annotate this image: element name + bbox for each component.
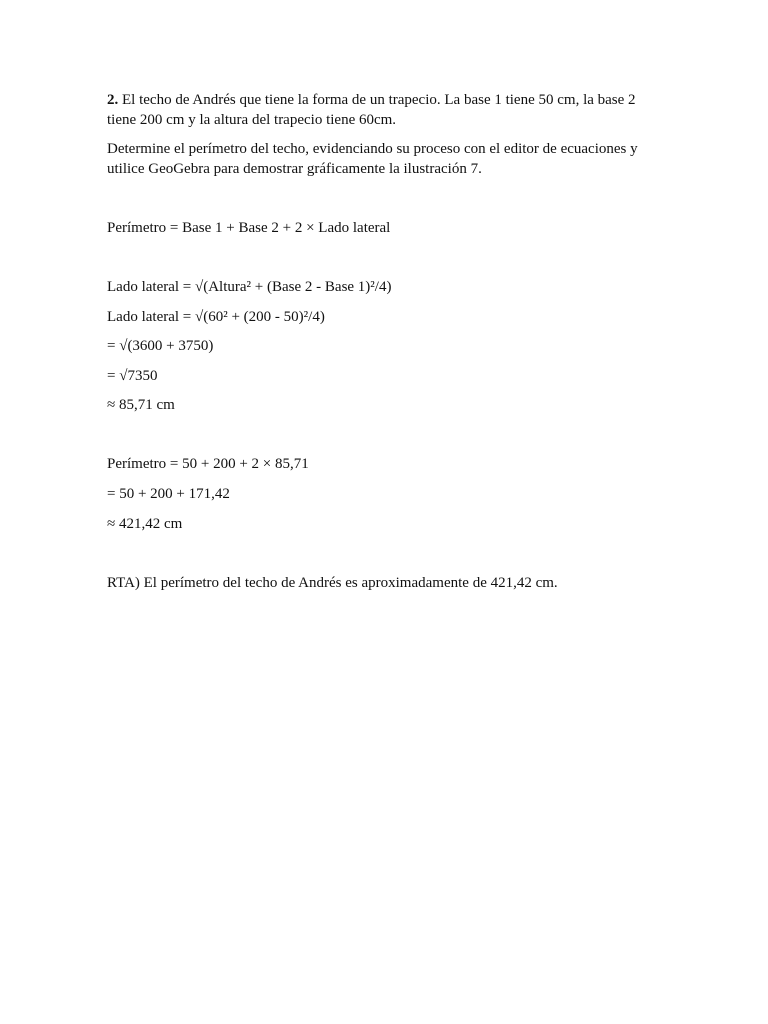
lateral-step: Lado lateral = √(60² + (200 - 50)²/4)	[107, 308, 325, 325]
problem-statement	[107, 90, 652, 130]
perimeter-step: = 50 + 200 + 171,42	[107, 485, 230, 502]
lateral-side-calculation	[107, 277, 652, 415]
spacer	[107, 238, 652, 277]
lateral-step: Lado lateral = √(Altura² + (Base 2 - Base 1)²/4)	[107, 279, 392, 295]
spacer	[107, 534, 652, 573]
perimeter-step: Perímetro = 50 + 200 + 2 × 85,71	[107, 456, 309, 473]
spacer	[107, 188, 652, 218]
problem-text: El techo de Andrés que tiene la forma de un trapecio. La base 1 tiene 50 cm, la base 2 tiene 200 cm y la altura del trapecio tiene 60cm.	[107, 92, 636, 128]
problem-instruction: Determine el perímetro del techo, evidenciando su proceso con el editor de ecuaciones y utilice GeoGebra para demostrar gráficamente la ilustración 7.	[107, 141, 638, 177]
spacer	[107, 356, 652, 366]
perimeter-formula: Perímetro = Base 1 + Base 2 + 2 × Lado lateral	[107, 220, 391, 236]
lateral-result: ≈ 85,71 cm	[107, 397, 175, 414]
spacer	[107, 415, 652, 454]
lateral-step: = √(3600 + 3750)	[107, 338, 214, 355]
spacer	[107, 297, 652, 307]
final-answer: RTA) El perímetro del techo de Andrés es aproximadamente de 421,42 cm.	[107, 574, 558, 591]
spacer	[107, 386, 652, 396]
problem-number: 2.	[107, 92, 119, 108]
perimeter-result: ≈ 421,42 cm	[107, 515, 183, 532]
spacer	[107, 474, 652, 484]
perimeter-calculation	[107, 454, 652, 533]
document-page	[107, 90, 652, 593]
lateral-step: = √7350	[107, 367, 158, 384]
spacer	[107, 504, 652, 514]
spacer	[107, 327, 652, 337]
